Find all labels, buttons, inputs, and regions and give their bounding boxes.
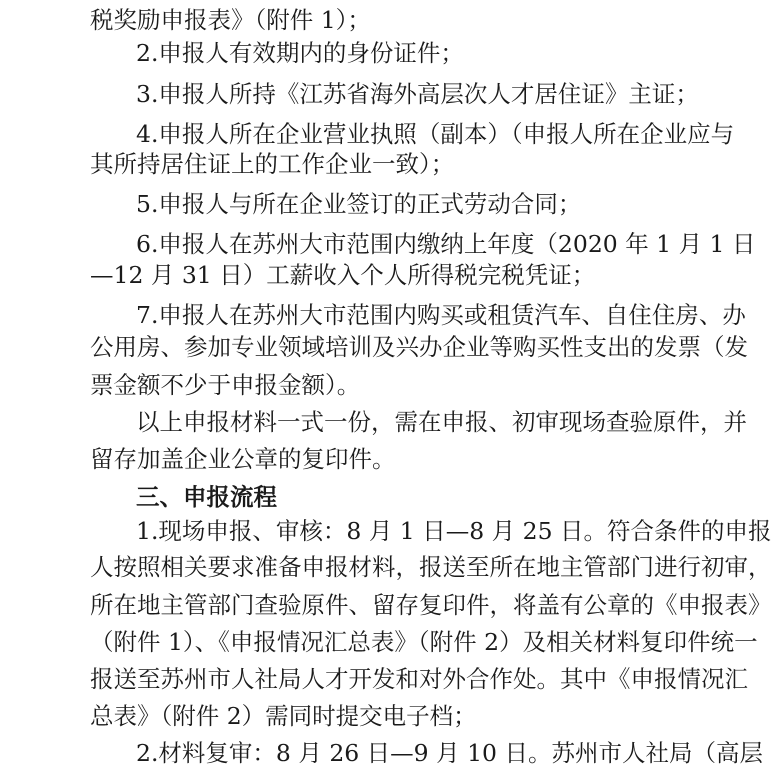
text-line-21: 2.材料复审：8 月 26 日—9 月 10 日。苏州市人社局（高层 (136, 739, 763, 767)
text-line-20: 总表》（附件 2）需同时提交电子档； (90, 702, 477, 730)
text-line-11: 票金额不少于申报金额）。 (90, 371, 361, 399)
text-line-4: 4.申报人所在企业营业执照（副本）（申报人所在企业应与 (136, 120, 735, 148)
text-line-18: （附件 1）、《申报情况汇总表》（附件 2）及相关材料复印件统一 (90, 628, 758, 656)
text-line-6: 5.申报人与所在企业签订的正式劳动合同； (136, 190, 582, 218)
text-line-5: 其所持居住证上的工作企业一致）； (90, 150, 455, 178)
text-line-3: 3.申报人所持《江苏省海外高层次人才居住证》主证； (136, 80, 699, 108)
text-line-9: 7.申报人在苏州大市范围内购买或租赁汽车、自住住房、办 (136, 301, 746, 329)
text-line-8: —12 月 31 日）工薪收入个人所得税完税凭证； (90, 261, 596, 289)
section-heading: 三、申报流程 (136, 483, 277, 511)
text-line-7: 6.申报人在苏州大市范围内缴纳上年度（2020 年 1 月 1 日 (136, 230, 756, 258)
text-line-2: 2.申报人有效期内的身份证件； (136, 39, 464, 67)
text-line-12: 以上申报材料一式一份，需在申报、初审现场查验原件，并 (136, 408, 747, 436)
text-line-10: 公用房、参加专业领域培训及兴办企业等购买性支出的发票（发 (90, 333, 748, 361)
text-line-16: 人按照相关要求准备申报材料，报送至所在地主管部门进行初审， (90, 553, 772, 581)
text-line-1: 税奖励申报表》（附件 1）； (90, 6, 371, 34)
text-line-13: 留存加盖企业公章的复印件。 (90, 445, 396, 473)
text-line-19: 报送至苏州市人社局人才开发和对外合作处。其中《申报情况汇 (90, 665, 748, 693)
text-line-17: 所在地主管部门查验原件、留存复印件，将盖有公章的《申报表》 (90, 591, 772, 619)
text-line-15: 1.现场申报、审核：8 月 1 日—8 月 25 日。符合条件的申报 (136, 517, 772, 545)
